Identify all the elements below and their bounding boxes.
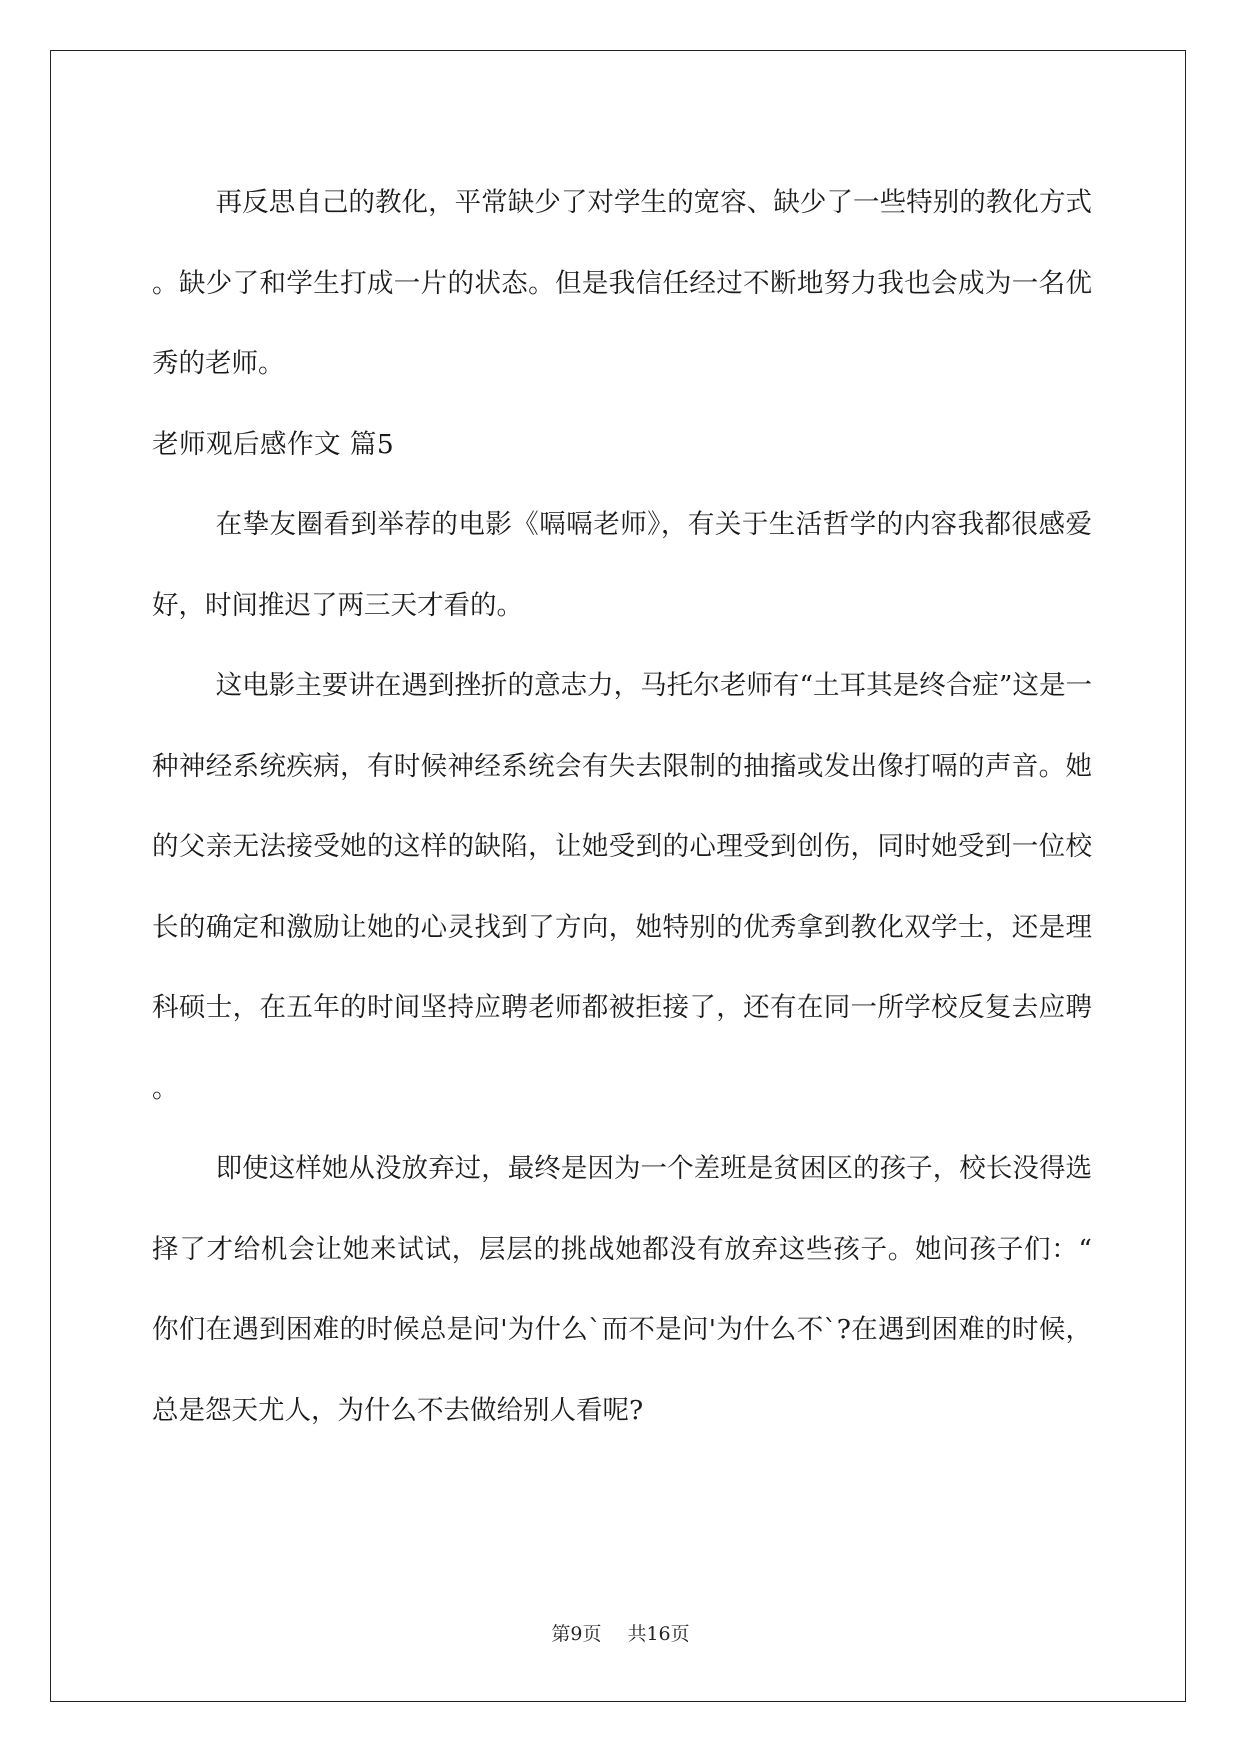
page-total: 共16页: [627, 1623, 690, 1645]
paragraph-body: 即使这样她从没放弃过，最终是因为一个差班是贫困区的孩子，校长没得选择了才给机会让她来试试，层层的挑战她都没有放弃这些孩子。她问孩子们：“你们在遇到困难的时候总是问'为什么`而不是问'为什么不`?在遇到困难的时候，总是怨天尤人，为什么不去做给别人看呢?: [152, 1153, 1092, 1426]
page-number: 第9页: [551, 1623, 602, 1645]
paragraph-body: 再反思自己的教化，平常缺少了对学生的宽容、缺少了一些特别的教化方式。缺少了和学生打成一片的状态。但是我信任经过不断地努力我也会成为一名优秀的老师。: [152, 187, 1092, 379]
page-footer: [0, 1619, 1241, 1646]
paragraph-body: 这电影主要讲在遇到挫折的意志力，马托尔老师有“土耳其是终合症”这是一种神经系统疾病，有时候神经系统会有失去限制的抽搐或发出像打嗝的声音。她的父亲无法接受她的这样的缺陷，让她受到的心理受到创伤，同时她受到一位校长的确定和激励让她的心灵找到了方向，她特别的优秀拿到教化双学士，还是理科硕士，在五年的时间坚持应聘老师都被拒接了，还有在同一所学校反复去应聘。: [152, 670, 1092, 1104]
section-heading: 老师观后感作文 篇5: [152, 428, 395, 460]
paragraph-body: 在挚友圈看到举荐的电影《嗝嗝老师》，有关于生活哲学的内容我都很感爱好，时间推迟了两三天才看的。: [152, 509, 1092, 621]
document-body: [152, 163, 1092, 1451]
